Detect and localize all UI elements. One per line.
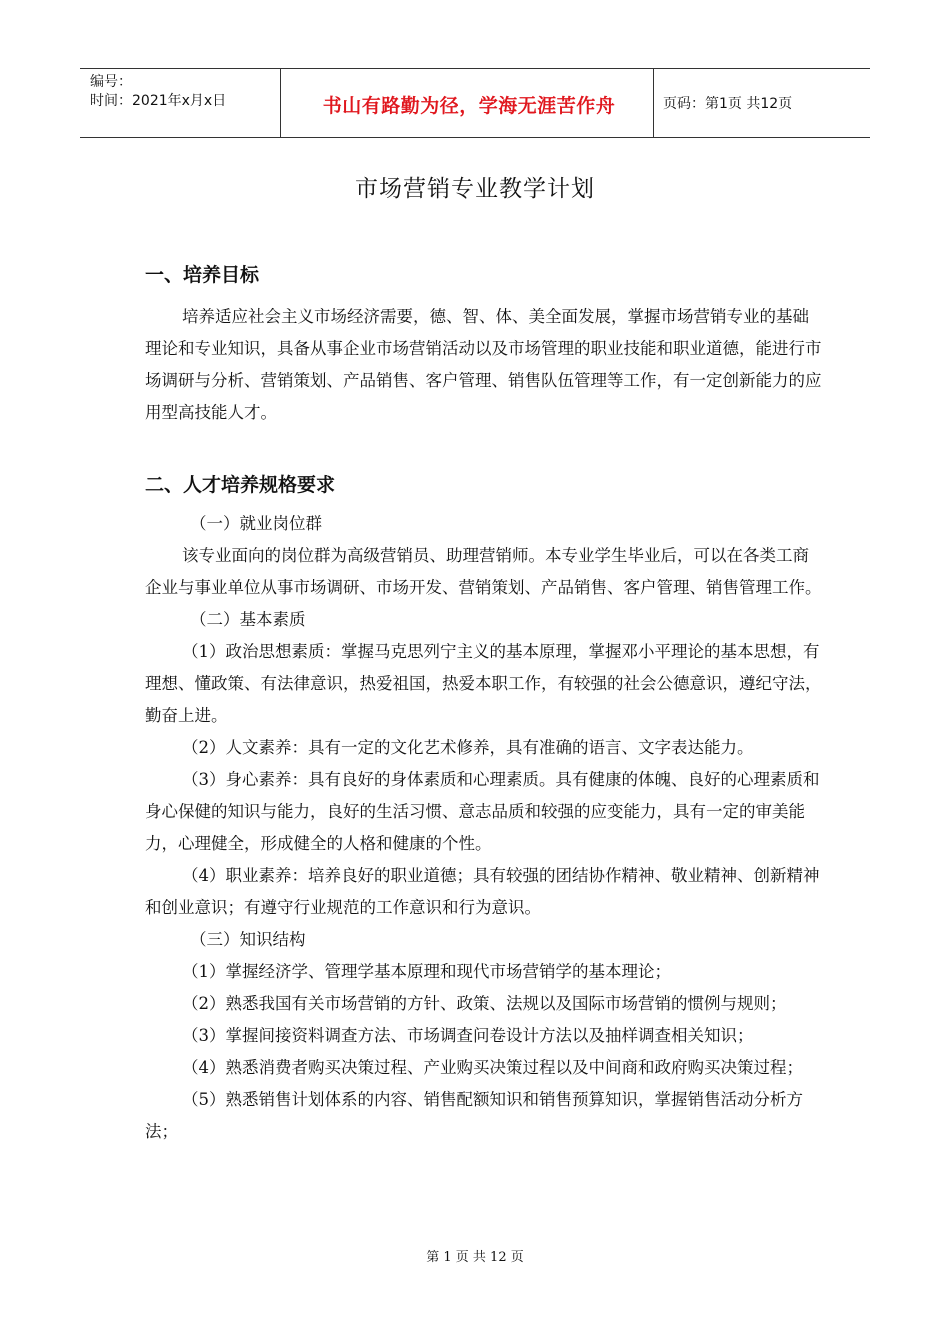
paragraph: 培养适应社会主义市场经济需要，德、智、体、美全面发展，掌握市场营销专业的基础理论和专业知识，具备从事企业市场营销活动以及市场管理的职业技能和职业道德，能进行市场调研与分析、营销策划、产品销售、客户管理、销售队伍管理等工作，有一定创新能力的应用型高技能人才。 — [145, 307, 822, 422]
header-divider — [280, 69, 281, 137]
section1-body — [145, 301, 825, 429]
header-page-info: 页码：第1页 共12页 — [663, 96, 793, 112]
section2-heading: 二、人才培养规格要求 — [145, 474, 336, 496]
list-item: （3）掌握间接资料调查方法、市场调查问卷设计方法以及抽样调查相关知识； — [182, 1026, 754, 1045]
list-item: （1）掌握经济学、管理学基本原理和现代市场营销学的基本理论； — [182, 962, 671, 981]
header-motto: 书山有路勤为径，学海无涯苦作舟 — [322, 95, 616, 117]
list-item: （3）身心素养：具有良好的身体素质和心理素质。具有健康的体魄、良好的心理素质和身心保健的知识与能力，良好的生活习惯、意志品质和较强的应变能力，具有一定的审美能力，心理健全，形成健全的人格和健康的个性。 — [145, 770, 820, 853]
page-footer: 第 1 页 共 12 页 — [426, 1250, 524, 1265]
subheading-basic-quality: （二）基本素质 — [190, 610, 306, 629]
header-table — [80, 68, 870, 138]
list-item: （2）人文素养：具有一定的文化艺术修养，具有准确的语言、文字表达能力。 — [182, 738, 754, 757]
time-label: 时间：2021年x月x日 — [90, 93, 227, 109]
list-item: （2）熟悉我国有关市场营销的方针、政策、法规以及国际市场营销的惯例与规则； — [182, 994, 787, 1013]
list-item: （1）政治思想素质：掌握马克思列宁主义的基本原理，掌握邓小平理论的基本思想，有理想、懂政策、有法律意识，热爱祖国，热爱本职工作，有较强的社会公德意识，遵纪守法，勤奋上进。 — [145, 642, 822, 725]
list-item: （5）熟悉销售计划体系的内容、销售配额知识和销售预算知识，掌握销售活动分析方法； — [145, 1090, 803, 1141]
header-left-cell — [90, 73, 226, 111]
paragraph: 该专业面向的岗位群为高级营销员、助理营销师。本专业学生毕业后，可以在各类工商企业与事业单位从事市场调研、市场开发、营销策划、产品销售、客户管理、销售管理工作。 — [145, 546, 822, 597]
number-label: 编号： — [90, 74, 132, 90]
section1-heading: 一、培养目标 — [145, 264, 260, 286]
document-title: 市场营销专业教学计划 — [355, 176, 595, 202]
section2-body — [145, 508, 825, 1148]
list-item: （4）熟悉消费者购买决策过程、产业购买决策过程以及中间商和政府购买决策过程； — [182, 1058, 803, 1077]
list-item: （4）职业素养：培养良好的职业道德；具有较强的团结协作精神、敬业精神、创新精神和创业意识；有遵守行业规范的工作意识和行为意识。 — [145, 866, 820, 917]
subheading-knowledge: （三）知识结构 — [190, 930, 306, 949]
subheading-employment: （一）就业岗位群 — [190, 514, 322, 533]
